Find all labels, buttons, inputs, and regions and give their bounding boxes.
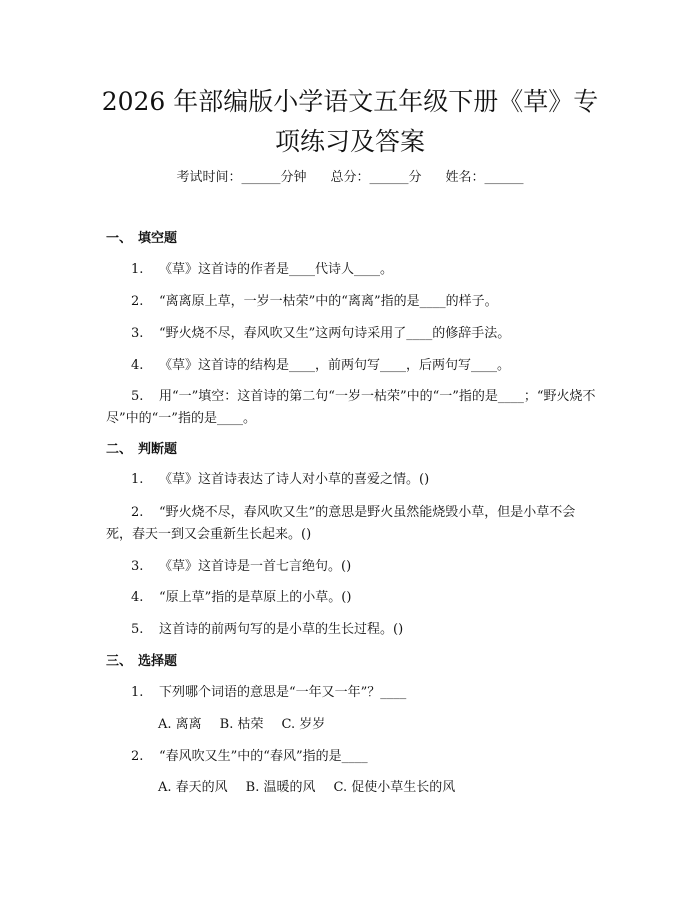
exam-time: 考试时间：______分钟 bbox=[176, 170, 307, 185]
question-number: 1. bbox=[131, 685, 144, 700]
option-c: C. 岁岁 bbox=[281, 717, 326, 732]
question-text: 《草》这首诗表达了诗人对小草的喜爱之情。() bbox=[159, 472, 430, 487]
section-name: 选择题 bbox=[138, 654, 178, 669]
question-text: 《草》这首诗的结构是____，前两句写____，后两句写____。 bbox=[159, 358, 511, 373]
title-line-1: 2026 年部编版小学语文五年级下册《草》专 bbox=[101, 87, 599, 116]
option-a: A. 春天的风 bbox=[158, 780, 228, 795]
question-number: 2. bbox=[131, 749, 144, 764]
true-false-question-3 bbox=[106, 556, 600, 578]
question-number: 4. bbox=[131, 358, 144, 373]
question-number: 3. bbox=[131, 326, 144, 341]
option-c: C. 促使小草生长的风 bbox=[333, 780, 456, 795]
choice-options-1 bbox=[158, 715, 343, 735]
option-b: B. 枯荣 bbox=[219, 717, 264, 732]
question-text: 《草》这首诗是一首七言绝句。() bbox=[159, 559, 352, 574]
question-number: 1. bbox=[131, 262, 144, 277]
question-text: “离离原上草，一岁一枯荣”中的“离离”指的是____的样子。 bbox=[159, 294, 498, 309]
true-false-question-4 bbox=[106, 587, 600, 609]
question-number: 5. bbox=[131, 622, 144, 637]
fill-in-question-3 bbox=[106, 323, 600, 345]
question-text: “野火烧不尽，春风吹又生”这两句诗采用了____的修辞手法。 bbox=[159, 326, 511, 341]
question-text: 这首诗的前两句写的是小草的生长过程。() bbox=[159, 622, 404, 637]
question-number: 2. bbox=[131, 505, 144, 520]
section-multiple-choice-title bbox=[106, 652, 177, 672]
fill-in-question-4 bbox=[106, 355, 600, 377]
option-b: B. 温暖的风 bbox=[245, 780, 316, 795]
choice-question-1 bbox=[106, 682, 600, 704]
exam-score: 总分：______分 bbox=[330, 170, 422, 185]
true-false-question-2 bbox=[106, 502, 600, 546]
true-false-question-5 bbox=[106, 619, 600, 641]
section-number: 二、 bbox=[106, 442, 133, 457]
section-true-false-title bbox=[106, 440, 177, 460]
question-number: 4. bbox=[131, 590, 144, 605]
question-number: 1. bbox=[131, 472, 144, 487]
question-text: “野火烧不尽，春风吹又生”的意思是野火虽然能烧毁小草，但是小草不会死，春天一到又会重新生长起来。() bbox=[106, 505, 576, 542]
choice-options-2 bbox=[158, 778, 473, 798]
student-name: 姓名：______ bbox=[445, 170, 524, 185]
question-text: 《草》这首诗的作者是____代诗人____。 bbox=[159, 262, 394, 277]
question-text: “春风吹又生”中的“春风”指的是____ bbox=[159, 749, 368, 764]
section-name: 判断题 bbox=[138, 442, 178, 457]
question-number: 5. bbox=[131, 389, 144, 404]
title-line-2: 项练习及答案 bbox=[274, 127, 425, 156]
question-text: 下列哪个词语的意思是“一年又一年”？____ bbox=[159, 685, 407, 700]
document-title bbox=[90, 82, 610, 162]
true-false-question-1 bbox=[106, 469, 600, 491]
section-number: 一、 bbox=[106, 231, 133, 246]
fill-in-question-2 bbox=[106, 291, 600, 313]
choice-question-2 bbox=[106, 746, 600, 768]
section-name: 填空题 bbox=[138, 231, 178, 246]
question-number: 3. bbox=[131, 559, 144, 574]
question-text: 用“一”填空：这首诗的第二句“一岁一枯荣”中的“一”指的是____；“野火烧不尽”中的“一”指的是____。 bbox=[106, 389, 596, 426]
section-fill-in-title bbox=[106, 229, 177, 249]
option-a: A. 离离 bbox=[158, 717, 202, 732]
section-number: 三、 bbox=[106, 654, 133, 669]
exam-info-line bbox=[0, 168, 700, 188]
fill-in-question-1 bbox=[106, 259, 600, 281]
fill-in-question-5 bbox=[106, 386, 600, 430]
question-number: 2. bbox=[131, 294, 144, 309]
question-text: “原上草”指的是草原上的小草。() bbox=[159, 590, 352, 605]
